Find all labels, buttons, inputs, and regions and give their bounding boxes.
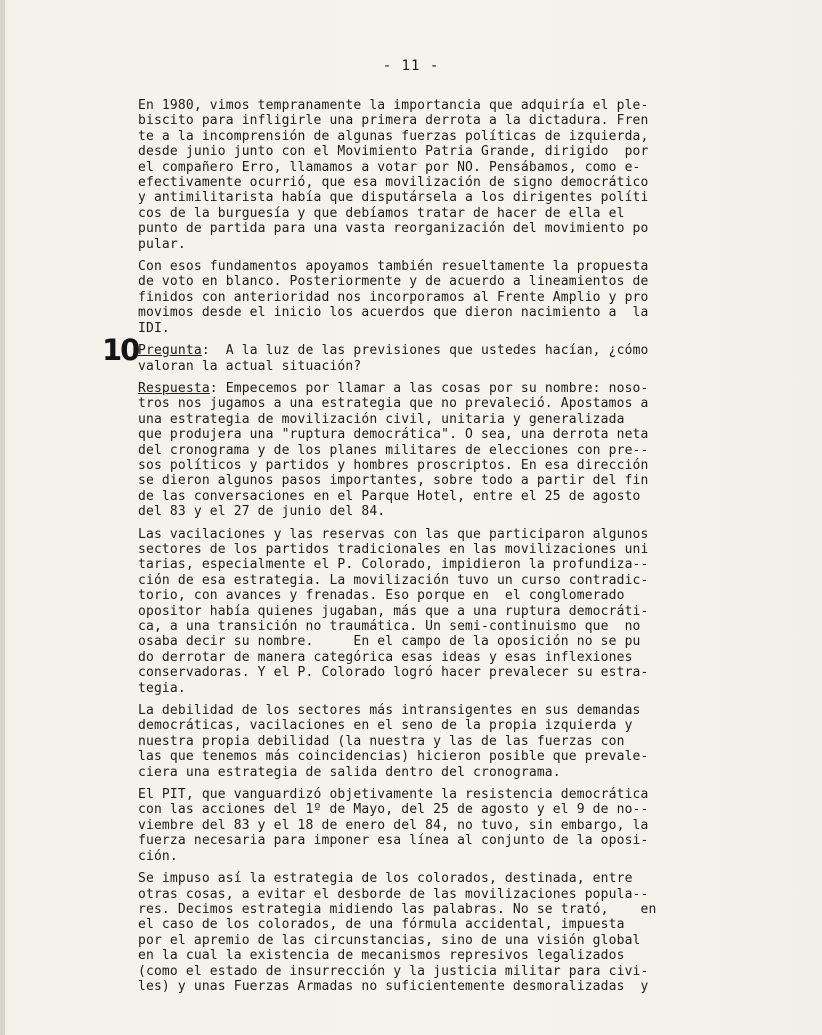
text-line xyxy=(138,527,718,542)
line-text: sos políticos y partidos y hombres proscriptos. En esa dirección xyxy=(138,457,649,473)
line-text: ciera una estrategia de salida dentro del cronograma. xyxy=(138,764,561,780)
paragraph xyxy=(138,703,718,780)
text-line xyxy=(138,175,718,190)
line-text: El PIT, que vanguardizó objetivamente la resistencia democrática xyxy=(138,787,649,803)
line-text: les) y unas Fuerzas Armadas no suficientemente desmoralizadas y xyxy=(138,978,649,994)
line-text: tros nos jugamos a una estrategia que no prevaleció. Apostamos a xyxy=(138,396,649,412)
line-text: nuestra propia debilidad (la nuestra y las de las fuerzas con xyxy=(138,733,625,749)
text-line xyxy=(138,542,718,557)
text-line xyxy=(138,749,718,764)
text-line xyxy=(138,933,718,948)
line-text: tarias, especialmente el P. Colorado, impidieron la profundiza-- xyxy=(138,557,649,573)
text-line xyxy=(138,321,718,336)
line-text: En 1980, vimos tempranamente la importancia que adquiría el ple- xyxy=(138,98,649,113)
text-line xyxy=(138,557,718,572)
line-text: una estrategia de movilización civil, unitaria y generalizada xyxy=(138,411,625,427)
paragraph xyxy=(138,98,718,252)
text-line xyxy=(138,802,718,817)
text-line xyxy=(138,979,718,994)
text-line xyxy=(138,160,718,175)
text-line xyxy=(138,588,718,603)
paragraph xyxy=(138,381,718,520)
line-text: cos de la burguesía y que debíamos tratar de hacer de ella el xyxy=(138,205,625,221)
text-line xyxy=(138,948,718,963)
text-line xyxy=(138,396,718,411)
line-text: desde junio junto con el Movimiento Patria Grande, dirigido por xyxy=(138,144,649,160)
line-text: el caso de los colorados, de una fórmula accidental, impuesta xyxy=(138,917,625,933)
paragraph xyxy=(138,343,718,374)
text-line xyxy=(138,504,718,519)
text-line xyxy=(138,129,718,144)
line-text: opositor había quienes jugaban, más que a una ruptura democráti- xyxy=(138,603,649,619)
text-line xyxy=(138,818,718,833)
line-text: : Empecemos por llamar a las cosas por su nombre: noso- xyxy=(209,380,649,396)
line-text: viembre del 83 y el 18 de enero del 84, no tuvo, sin embargo, la xyxy=(138,817,649,833)
text-line xyxy=(138,206,718,221)
text-line xyxy=(138,833,718,848)
text-line xyxy=(138,619,718,634)
line-text: de las conversaciones en el Parque Hotel, entre el 25 de agosto xyxy=(138,488,641,504)
text-line xyxy=(138,703,718,718)
text-line xyxy=(138,964,718,979)
text-line xyxy=(138,573,718,588)
text-line xyxy=(138,305,718,320)
document-body xyxy=(138,98,718,1001)
text-line xyxy=(138,489,718,504)
text-line xyxy=(138,443,718,458)
text-line xyxy=(138,221,718,236)
text-line xyxy=(138,917,718,932)
line-text: do derrotar de manera categórica esas ideas y esas inflexiones xyxy=(138,649,633,665)
text-line xyxy=(138,381,718,396)
text-line xyxy=(138,681,718,696)
page-number: - 11 - xyxy=(382,58,440,74)
text-line xyxy=(138,412,718,427)
line-text: fuerza necesaria para imponer esa línea al conjunto de la oposi- xyxy=(138,833,649,849)
text-line xyxy=(138,190,718,205)
page-edge xyxy=(0,0,5,1035)
line-text: las que tenemos más coincidencias) hicieron posible que prevale- xyxy=(138,749,649,765)
line-text: con las acciones del 1º de Mayo, del 25 de agosto y el 9 de no-- xyxy=(138,802,649,818)
text-line xyxy=(138,650,718,665)
line-text: conservadoras. Y el P. Colorado logró hacer prevalecer su estra- xyxy=(138,665,649,681)
text-line xyxy=(138,634,718,649)
text-line xyxy=(138,887,718,902)
text-line xyxy=(138,718,718,733)
line-text: Con esos fundamentos apoyamos también resueltamente la propuesta xyxy=(138,259,649,275)
text-line xyxy=(138,359,718,374)
text-line xyxy=(138,765,718,780)
line-text: por el apremio de las circunstancias, sino de una visión global xyxy=(138,932,641,948)
line-text: : A la luz de las previsiones que ustedes hacían, ¿cómo xyxy=(201,343,649,359)
line-text: el compañero Erro, llamamos a votar por NO. Pensábamos, como e- xyxy=(138,159,641,175)
text-line xyxy=(138,427,718,442)
text-line xyxy=(138,849,718,864)
text-line xyxy=(138,787,718,802)
text-line xyxy=(138,665,718,680)
text-line xyxy=(138,871,718,886)
text-line xyxy=(138,290,718,305)
line-text: ción de esa estrategia. La movilización tuvo un curso contradic- xyxy=(138,572,649,588)
text-line xyxy=(138,734,718,749)
line-text: punto de partida para una vasta reorganización del movimiento po xyxy=(138,221,649,237)
section-label: Respuesta xyxy=(138,380,210,396)
line-text: del cronograma y de los planes militares de elecciones con pre-- xyxy=(138,442,649,458)
line-text: valoran la actual situación? xyxy=(138,358,362,374)
text-line xyxy=(138,902,718,917)
section-label: Pregunta xyxy=(138,343,202,359)
line-text: biscito para infligirle una primera derrota a la dictadura. Fren xyxy=(138,113,649,129)
line-text: ca, a una transición no traumática. Un semi-continuismo que no xyxy=(138,619,641,634)
question-number: 10 xyxy=(102,333,139,367)
line-text: ción. xyxy=(138,848,178,864)
line-text: res. Decimos estrategia midiendo las palabras. No se trató, en xyxy=(138,901,657,917)
line-text: del 83 y el 27 de junio del 84. xyxy=(138,504,386,520)
line-text: en la cual la existencia de mecanismos represivos legalizados xyxy=(138,948,625,964)
text-line xyxy=(138,473,718,488)
paragraph xyxy=(138,259,718,336)
line-text: te a la incomprensión de algunas fuerzas políticas de izquierda, xyxy=(138,128,649,144)
line-text: (como el estado de insurrección y la justicia militar para civi- xyxy=(138,963,649,979)
line-text: osaba decir su nombre. En el campo de la oposición no se pu xyxy=(138,634,641,650)
text-line xyxy=(138,458,718,473)
text-line xyxy=(138,604,718,619)
line-text: se dieron algunos pasos importantes, sobre todo a partir del fin xyxy=(138,473,649,489)
line-text: IDI. xyxy=(138,320,170,336)
line-text: otras cosas, a evitar el desborde de las movilizaciones popula-- xyxy=(138,886,649,902)
paragraph xyxy=(138,871,718,994)
line-text: democráticas, vacilaciones en el seno de la propia izquierda y xyxy=(138,718,633,734)
text-line xyxy=(138,98,718,113)
line-text: La debilidad de los sectores más intransigentes en sus demandas xyxy=(138,703,641,719)
line-text: tegia. xyxy=(138,680,186,696)
paragraph xyxy=(138,787,718,864)
text-line xyxy=(138,259,718,274)
text-line xyxy=(138,113,718,128)
line-text: torio, con avances y frenadas. Eso porque en el conglomerado xyxy=(138,588,625,604)
text-line xyxy=(138,274,718,289)
line-text: pular. xyxy=(138,236,186,252)
paragraph xyxy=(138,527,718,696)
text-line xyxy=(138,343,718,358)
line-text: Se impuso así la estrategia de los colorados, destinada, entre xyxy=(138,871,633,887)
text-line xyxy=(138,237,718,252)
line-text: y antimilitarista había que disputársela a los dirigentes políti xyxy=(138,190,649,206)
line-text: de voto en blanco. Posteriormente y de acuerdo a lineamientos de xyxy=(138,274,649,290)
line-text: Las vacilaciones y las reservas con las que participaron algunos xyxy=(138,526,649,542)
line-text: efectivamente ocurrió, que esa movilización de signo democrático xyxy=(138,175,649,191)
line-text: sectores de los partidos tradicionales en las movilizaciones uni xyxy=(138,541,649,557)
line-text: que produjera una "ruptura democrática". O sea, una derrota neta xyxy=(138,427,649,443)
line-text: finidos con anterioridad nos incorporamos al Frente Amplio y pro xyxy=(138,289,649,305)
text-line xyxy=(138,144,718,159)
line-text: movimos desde el inicio los acuerdos que dieron nacimiento a la xyxy=(138,305,649,321)
